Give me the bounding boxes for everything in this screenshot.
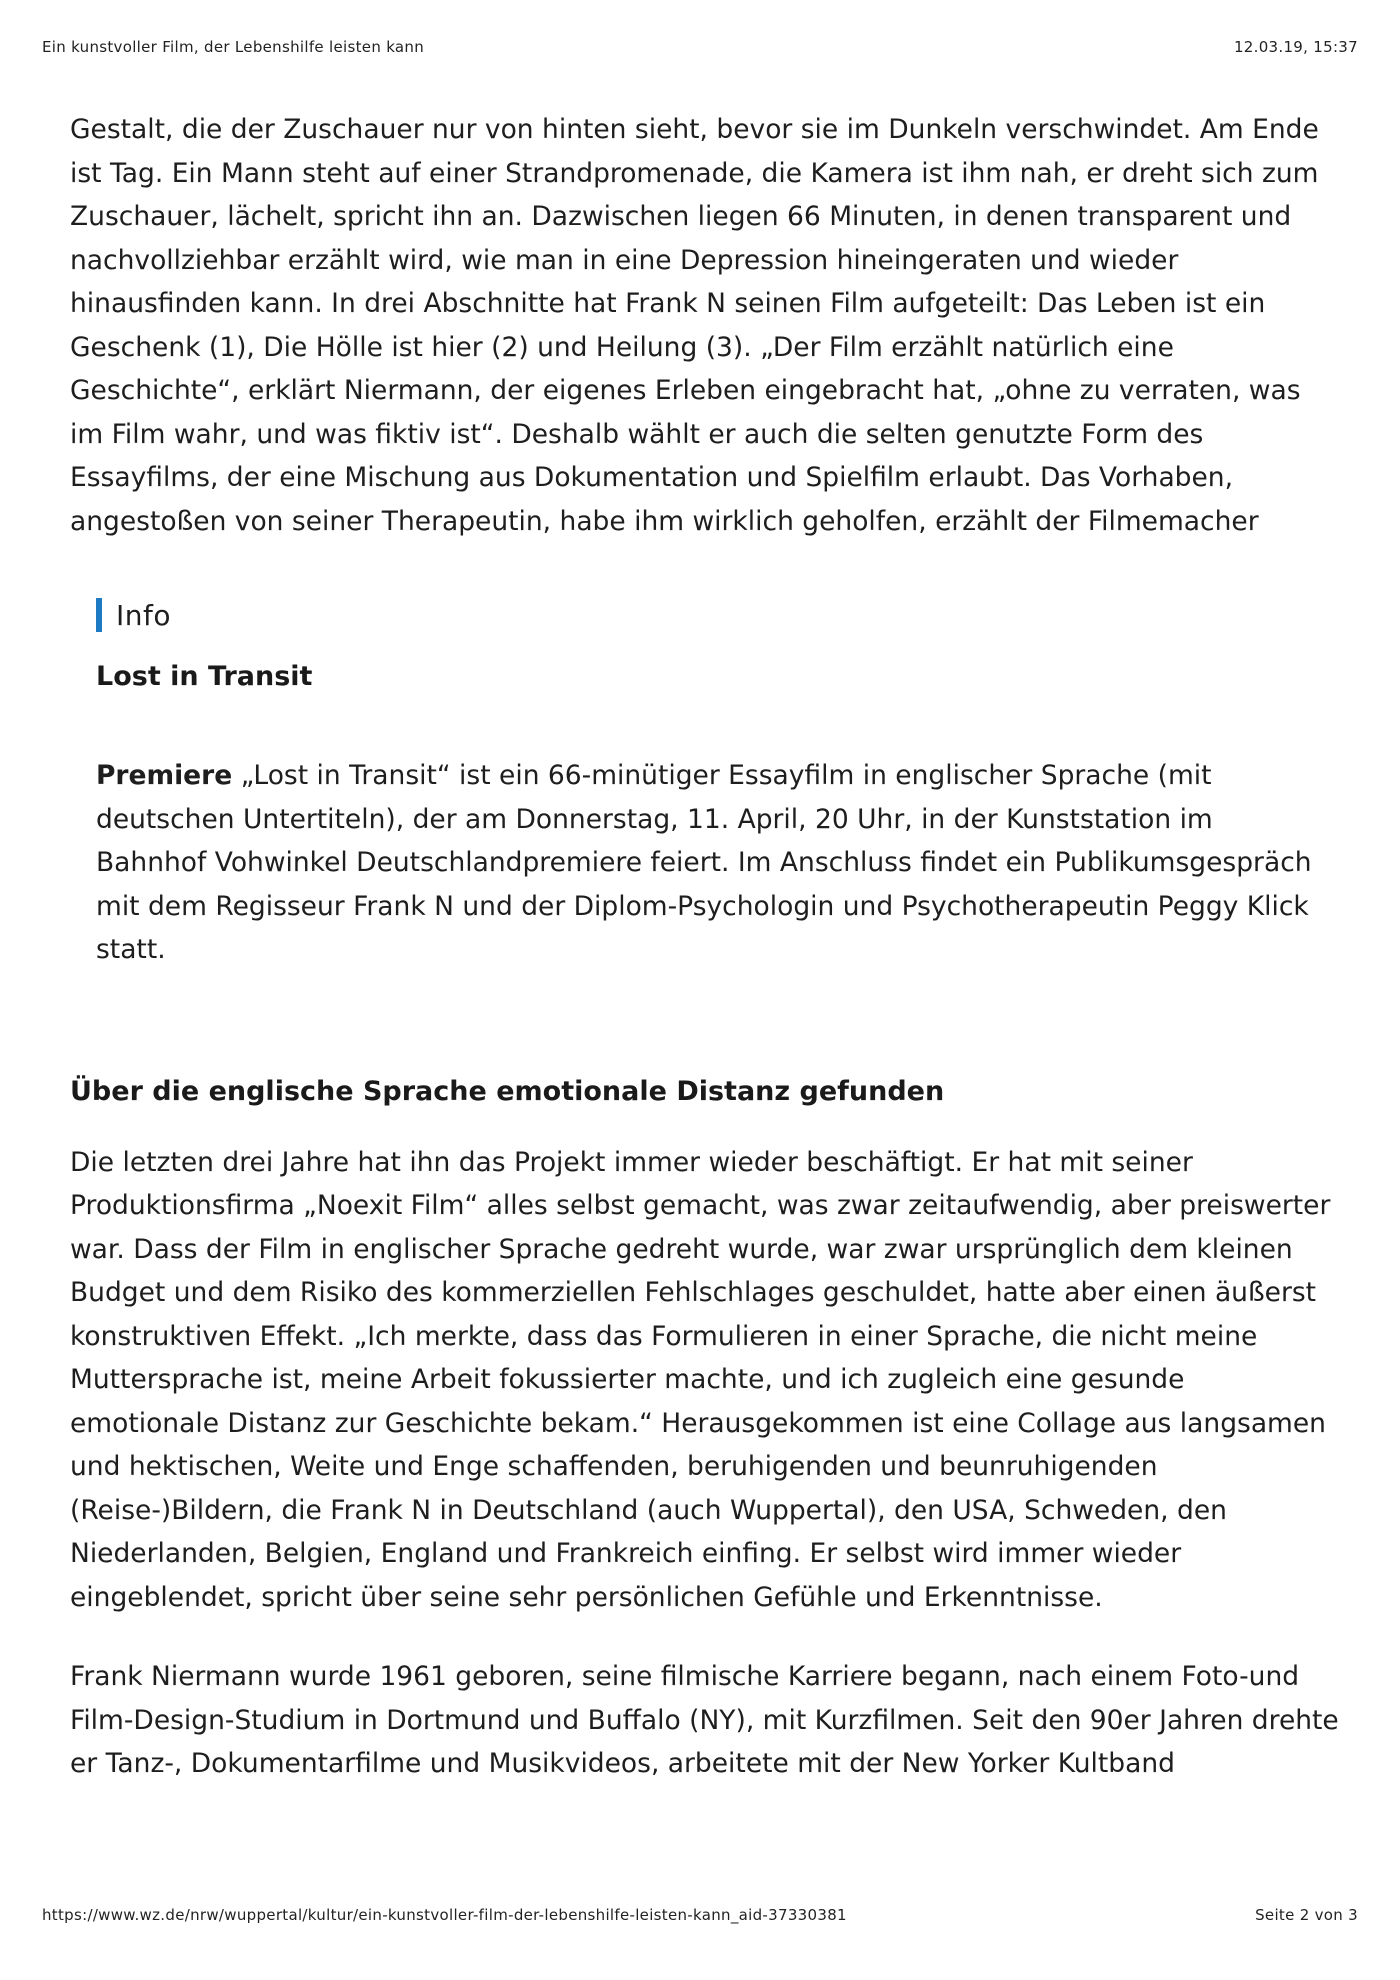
- info-accent-bar: [96, 598, 102, 632]
- article-paragraph-3: Frank Niermann wurde 1961 geboren, seine filmische Karriere begann, nach einem Foto-und Film-Design-Studium in Dortmund und Buffalo (NY), mit Kurzfilmen. Seit den 90er Jahren drehte er Tanz-, Dokumentarfilme und Musikvideos, arbeitete mit der New Yorker Kultband: [70, 1661, 1339, 1779]
- info-label: Info: [116, 598, 171, 632]
- print-datetime: 12.03.19, 15:37: [1233, 38, 1358, 56]
- info-label-row: [96, 595, 1326, 635]
- info-title: Lost in Transit: [96, 661, 313, 692]
- print-header: [42, 38, 1358, 62]
- info-body: [96, 754, 1326, 972]
- section-heading: Über die englische Sprache emotionale Distanz gefunden: [70, 1075, 945, 1107]
- page-title: Ein kunstvoller Film, der Lebenshilfe leisten kann: [42, 38, 425, 56]
- article-paragraph-1: Gestalt, die der Zuschauer nur von hinten sieht, bevor sie im Dunkeln verschwindet. Am Ende ist Tag. Ein Mann steht auf einer Strandpromenade, die Kamera ist ihm nah, er dreht sich zum Zuschauer, lächelt, spricht ihn an. Dazwischen liegen 66 Minuten, in denen transparent und nachvollziehbar erzählt wird, wie man in eine Depression hineingeraten und wieder hinausfinden kann. In drei Abschnitte hat Frank N seinen Film aufgeteilt: Das Leben ist ein Geschenk (1), Die Hölle ist hier (2) und Heilung (3). „Der Film erzählt natürlich eine Geschichte“, erklärt Niermann, der eigenes Erleben eingebracht hat, „ohne zu verraten, was im Film wahr, und was fiktiv ist“. Deshalb wählt er auch die selten genutzte Form des Essayfilms, der eine Mischung aus Dokumentation und Spielfilm erlaubt. Das Vorhaben, angestoßen von seiner Therapeutin, habe ihm wirklich geholfen, erzählt der Filmemacher: [70, 114, 1319, 537]
- print-footer: [42, 1906, 1358, 1930]
- page-url: https://www.wz.de/nrw/wuppertal/kultur/ein-kunstvoller-film-der-lebenshilfe-leisten-kann_aid-37330381: [42, 1906, 847, 1924]
- info-box: [96, 595, 1326, 972]
- article-content: [70, 108, 1340, 1786]
- info-lead: Premiere: [96, 760, 233, 791]
- page-number: Seite 2 von 3: [1255, 1906, 1358, 1924]
- article-paragraph-2: Die letzten drei Jahre hat ihn das Projekt immer wieder beschäftigt. Er hat mit seiner Produktionsfirma „Noexit Film“ alles selbst gemacht, was zwar zeitaufwendig, aber preiswerter war. Dass der Film in englischer Sprache gedreht wurde, war zwar ursprünglich dem kleinen Budget und dem Risiko des kommerziellen Fehlschlages geschuldet, hatte aber einen äußerst konstruktiven Effekt. „Ich merkte, dass das Formulieren in einer Sprache, die nicht meine Muttersprache ist, meine Arbeit fokussierter machte, und ich zugleich eine gesunde emotionale Distanz zur Geschichte bekam.“ Herausgekommen ist eine Collage aus langsamen und hektischen, Weite und Enge schaffenden, beruhigenden und beunruhigenden (Reise-)Bildern, die Frank N in Deutschland (auch Wuppertal), den USA, Schweden, den Niederlanden, Belgien, England und Frankreich einfing. Er selbst wird immer wieder eingeblendet, spricht über seine sehr persönlichen Gefühle und Erkenntnisse.: [70, 1146, 1331, 1613]
- info-text: „Lost in Transit“ ist ein 66-minütiger Essayfilm in englischer Sprache (mit deutschen Untertiteln), der am Donnerstag, 11. April, 20 Uhr, in der Kunststation im Bahnhof Vohwinkel Deutschlandpremiere feiert. Im Anschluss findet ein Publikumsgespräch mit dem Regisseur Frank N und der Diplom-Psychologin und Psychotherapeutin Peggy Klick statt.: [96, 760, 1312, 965]
